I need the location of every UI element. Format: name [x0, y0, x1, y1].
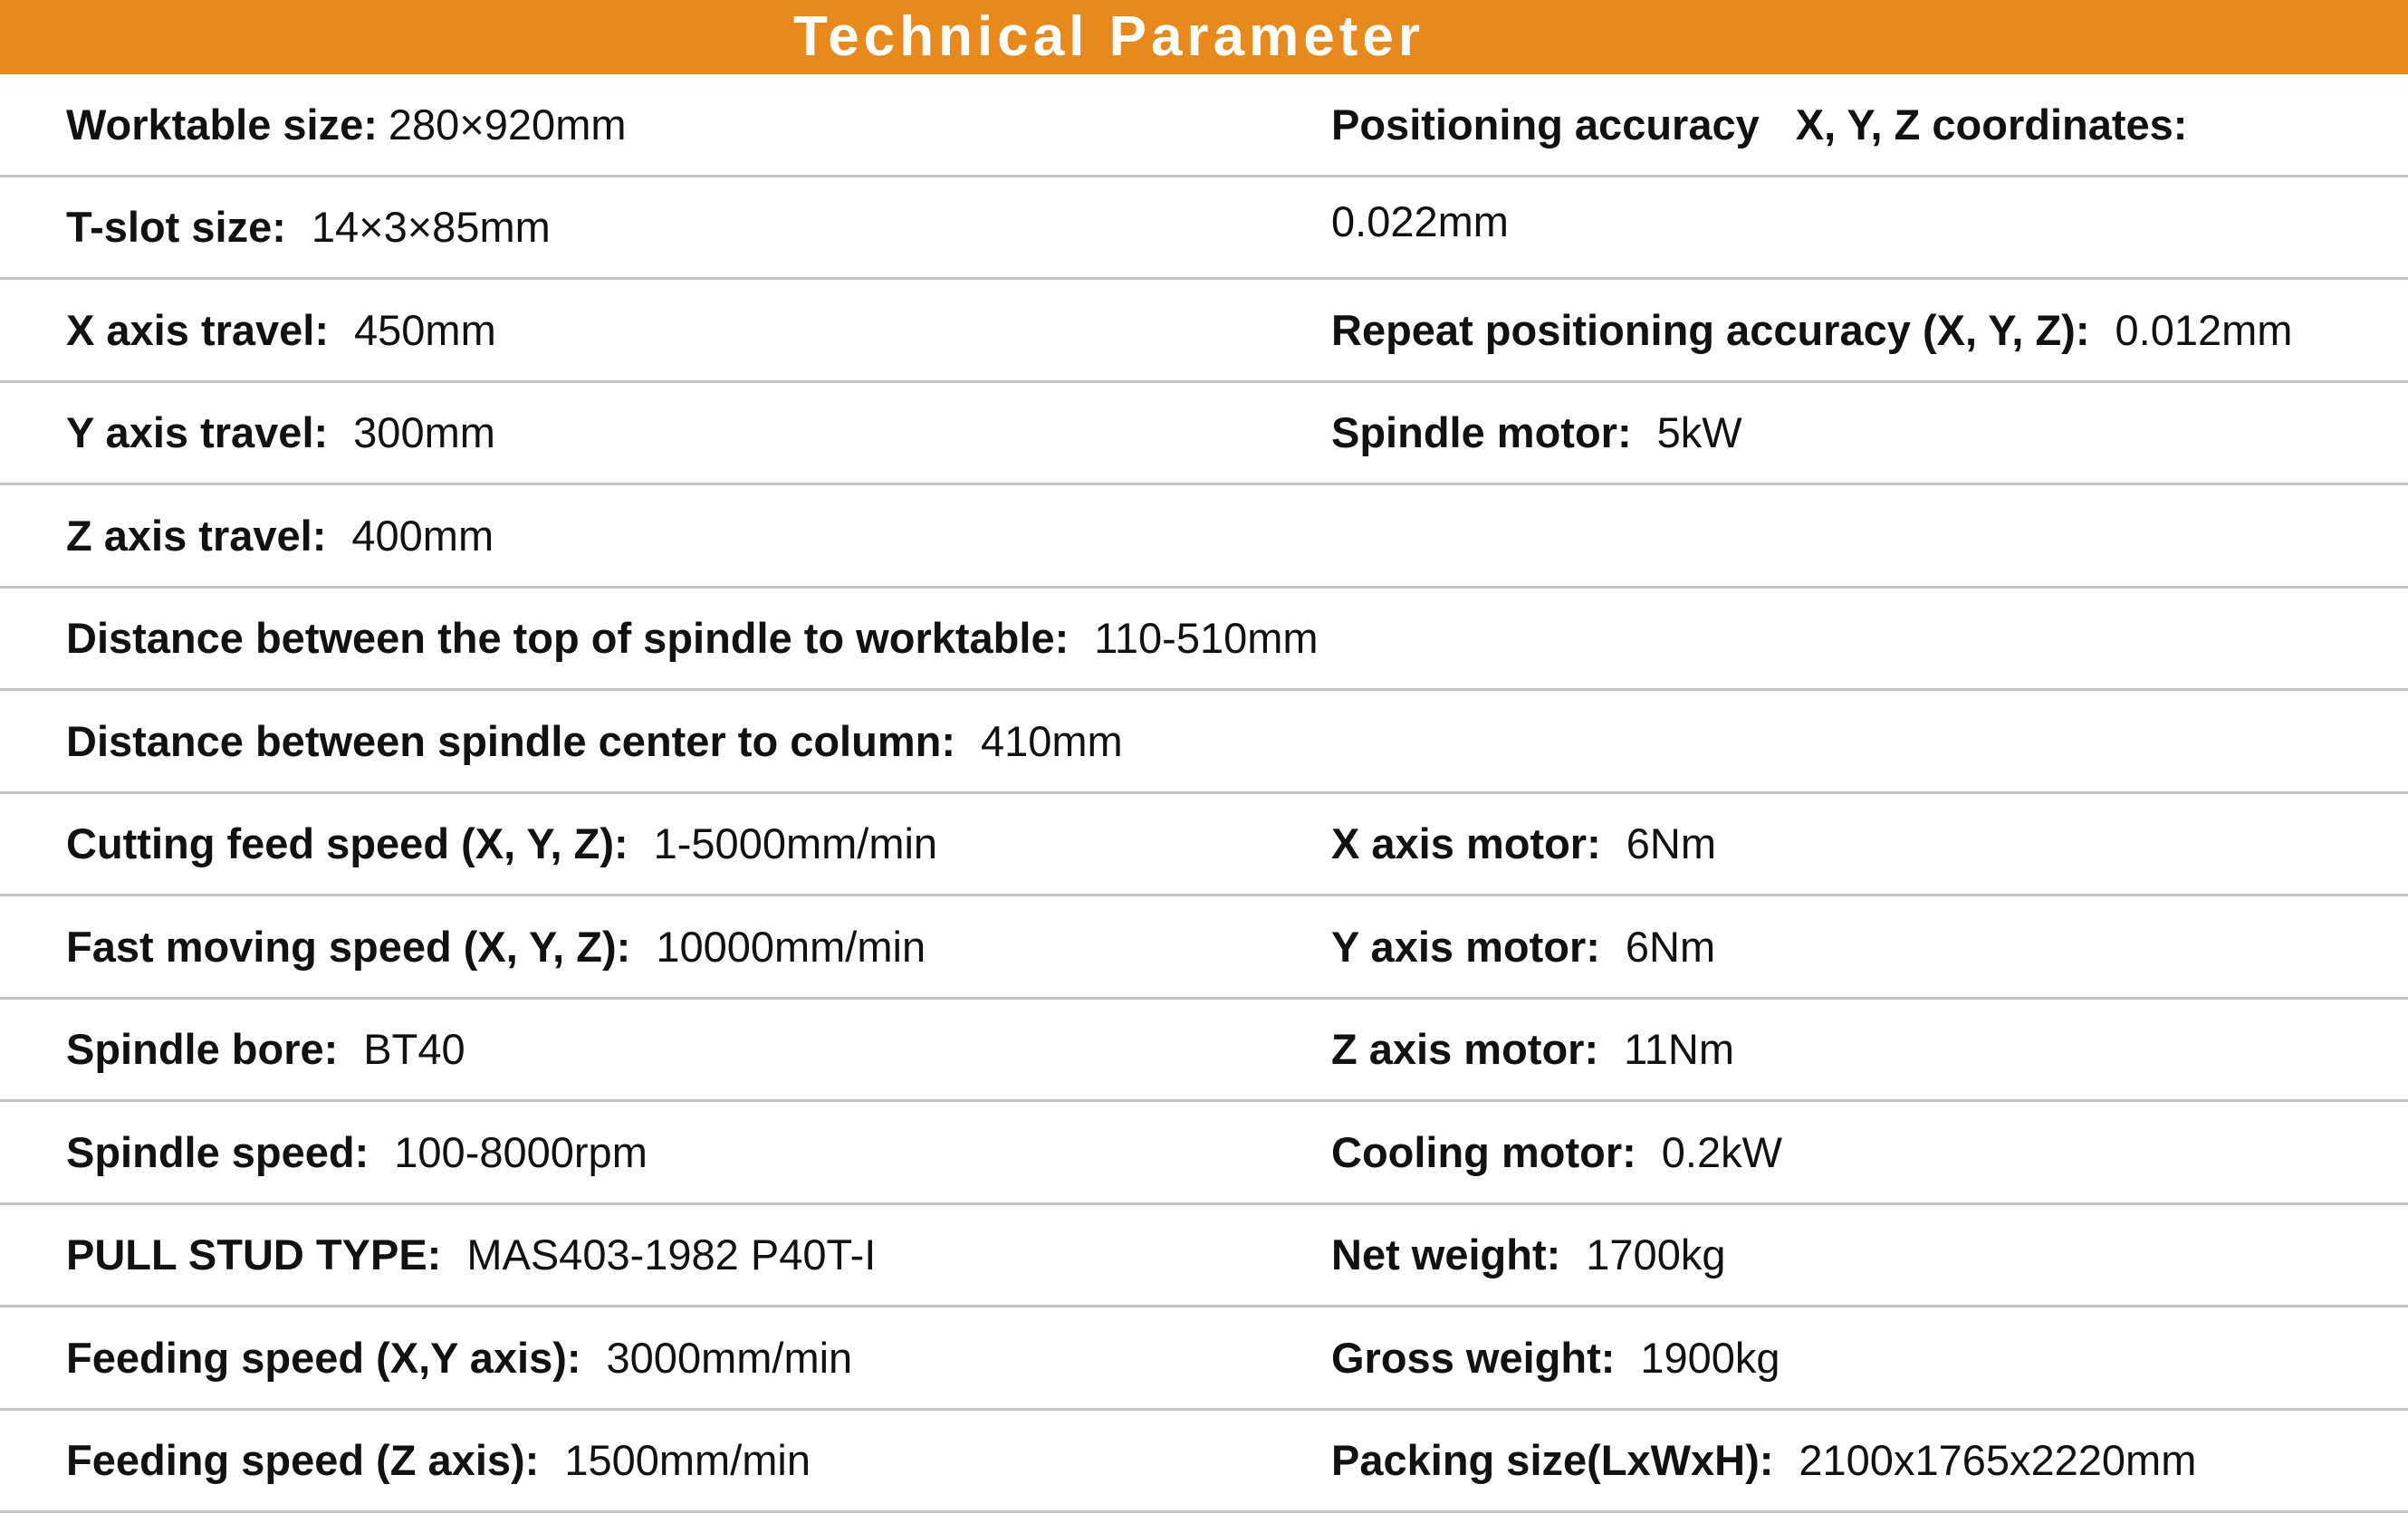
param-value: 0.012mm	[2115, 305, 2293, 354]
param-value: 10000mm/min	[656, 922, 926, 971]
table-row	[0, 1102, 2408, 1205]
param-value: 100-8000rpm	[394, 1127, 648, 1176]
table-row	[0, 1307, 2408, 1411]
param-value: 2100x1765x2220mm	[1799, 1436, 2197, 1485]
param-spindle-speed	[66, 1102, 648, 1202]
param-label: Spindle speed:	[66, 1127, 369, 1176]
param-value: 400mm	[351, 511, 494, 560]
table-row	[0, 74, 2408, 177]
param-z-axis-motor	[1331, 1000, 1734, 1100]
param-value: 1500mm/min	[564, 1436, 811, 1485]
table-row	[0, 177, 2408, 281]
param-label: Distance between the top of spindle to worktable:	[66, 614, 1070, 663]
param-y-axis-motor	[1331, 896, 1715, 997]
param-value: 1700kg	[1586, 1231, 1726, 1279]
parameter-table	[0, 74, 2408, 1513]
param-label: Net weight:	[1331, 1231, 1561, 1279]
param-value: 11Nm	[1624, 1025, 1734, 1074]
param-label: Positioning accuracy	[1331, 100, 1760, 148]
table-row	[0, 383, 2408, 486]
param-label: Y axis travel:	[66, 408, 329, 457]
param-z-axis-travel	[66, 485, 494, 586]
param-label: Distance between spindle center to column:	[66, 716, 955, 765]
param-label: X axis motor:	[1331, 819, 1601, 868]
param-label: Spindle bore:	[66, 1025, 339, 1074]
param-value: 1-5000mm/min	[653, 819, 938, 868]
table-row	[0, 1000, 2408, 1103]
param-packing-size	[1331, 1411, 2196, 1511]
table-row	[0, 485, 2408, 589]
param-value: 110-510mm	[1094, 614, 1319, 663]
param-label-extra: X, Y, Z coordinates:	[1795, 100, 2188, 148]
param-t-slot-size	[66, 177, 551, 278]
param-value: 6Nm	[1626, 819, 1716, 868]
table-row	[0, 589, 2408, 692]
param-value: MAS403-1982 P40T-I	[466, 1231, 877, 1279]
param-cutting-feed-speed	[66, 794, 937, 895]
table-row	[0, 794, 2408, 897]
param-label: Z axis travel:	[66, 511, 327, 560]
param-label: Y axis motor:	[1331, 922, 1600, 971]
table-row	[0, 280, 2408, 383]
param-label: Feeding speed (Z axis):	[66, 1436, 540, 1485]
param-value: 0.2kW	[1661, 1127, 1782, 1176]
param-label: Spindle motor:	[1331, 408, 1632, 457]
param-spindle-center-to-column	[66, 691, 1123, 791]
param-label: X axis travel:	[66, 305, 330, 354]
param-value: 3000mm/min	[606, 1333, 853, 1382]
param-label: Worktable size:	[66, 100, 378, 148]
header-banner	[0, 0, 2408, 74]
param-label: Z axis motor:	[1331, 1025, 1599, 1074]
param-label: Fast moving speed (X, Y, Z):	[66, 922, 631, 971]
param-net-weight	[1331, 1205, 1725, 1306]
table-row	[0, 896, 2408, 1000]
param-y-axis-travel	[66, 383, 495, 484]
param-x-axis-motor	[1331, 794, 1716, 895]
param-fast-moving-speed	[66, 896, 926, 997]
param-repeat-positioning-accuracy	[1331, 280, 2292, 380]
param-label: Repeat positioning accuracy (X, Y, Z):	[1331, 305, 2090, 354]
param-value: BT40	[363, 1025, 465, 1074]
param-spindle-bore	[66, 1000, 465, 1100]
param-gross-weight	[1331, 1307, 1780, 1408]
param-value: 5kW	[1656, 408, 1742, 457]
param-positioning-accuracy-value	[1331, 172, 1509, 273]
table-row	[0, 691, 2408, 794]
param-label: Cutting feed speed (X, Y, Z):	[66, 819, 628, 868]
param-value: 280×920mm	[388, 100, 627, 148]
param-positioning-accuracy	[1331, 74, 2187, 175]
param-value: 300mm	[353, 408, 495, 457]
param-worktable-size	[66, 74, 627, 175]
param-value: 1900kg	[1640, 1333, 1780, 1382]
table-row	[0, 1205, 2408, 1308]
param-value: 0.022mm	[1331, 197, 1509, 246]
param-spindle-top-to-worktable	[66, 589, 1319, 689]
param-feeding-speed-xy	[66, 1307, 852, 1408]
param-label: Cooling motor:	[1331, 1127, 1636, 1176]
param-label: Packing size(LxWxH):	[1331, 1436, 1774, 1485]
param-pull-stud-type	[66, 1205, 876, 1306]
param-spindle-motor	[1331, 383, 1742, 484]
param-label: PULL STUD TYPE:	[66, 1231, 442, 1279]
table-row	[0, 1411, 2408, 1513]
param-label: Gross weight:	[1331, 1333, 1616, 1382]
param-value: 14×3×85mm	[311, 203, 551, 252]
param-x-axis-travel	[66, 280, 496, 380]
param-label: T-slot size:	[66, 203, 286, 252]
param-value: 410mm	[980, 716, 1123, 765]
param-value: 450mm	[354, 305, 496, 354]
page-title: Technical Parameter	[793, 5, 1425, 68]
param-label: Feeding speed (X,Y axis):	[66, 1333, 581, 1382]
param-cooling-motor	[1331, 1102, 1782, 1202]
param-value: 6Nm	[1625, 922, 1716, 971]
param-feeding-speed-z	[66, 1411, 811, 1511]
